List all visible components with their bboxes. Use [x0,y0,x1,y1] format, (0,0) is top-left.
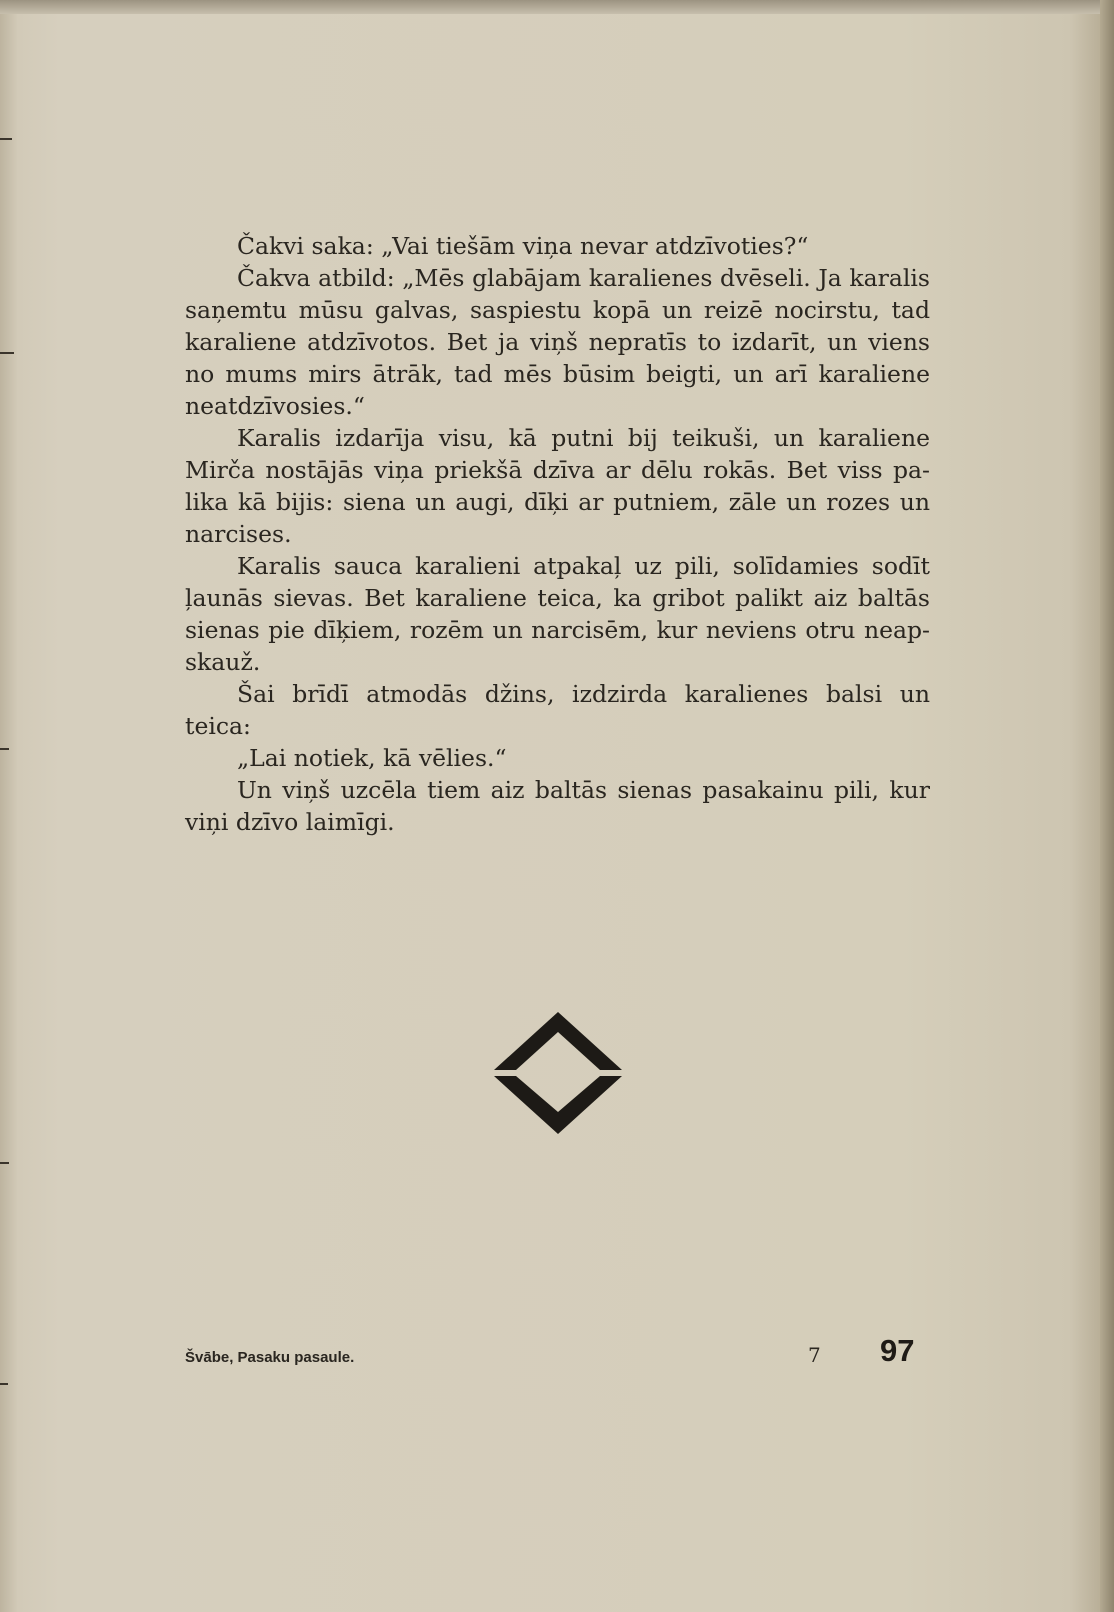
diamond-ornament-icon [494,1012,622,1134]
paragraph: Karalis izdarīja visu, kā putni bij teikuši, un karaliene Mirča nostājās viņa priekšā dzīva ar dēlu rokās. Bet viss palika kā bijis: siena un augi, dīķi ar putniem, zāle un rozes un narcises. [185,424,930,548]
paragraph: „Lai notiek, kā vēlies.“ [237,744,507,772]
margin-mark [0,138,12,140]
paragraph: Čakva atbild: „Mēs glabājam karalienes dvēseli. Ja karalis saņemtu mūsu galvas, saspiestu kopā un reizē nocirstu, tad karaliene atdzīvotos. Bet ja viņš nepratīs to izdarīt, un viens no mums mirs ātrāk, tad mēs būsim beigti, un arī karaliene neatdzīvosies.“ [185,264,930,420]
paragraph: Karalis sauca karalieni atpakaļ uz pili, solīdamies sodīt ļaunās sievas. Bet karaliene teica, ka gribot palikt aiz baltās sienas pie dīķiem, rozēm un narcisēm, kur neviens otru neapskauž. [185,552,930,676]
paragraph: Un viņš uzcēla tiem aiz baltās sienas pasakainu pili, kur viņi dzīvo laimīgi. [185,776,930,836]
sheet-number: 7 [808,1343,821,1367]
margin-mark [0,352,14,354]
paragraph: Čakvi saka: „Vai tiešām viņa nevar atdzīvoties?“ [237,232,809,260]
page-edge [1100,0,1114,1612]
page-number: 97 [880,1333,915,1368]
printer-signature: Švābe, Pasaku pasaule. [185,1349,355,1366]
ornament-top-left [494,1012,558,1070]
ornament-bottom-right [558,1076,622,1134]
story-text [185,230,930,838]
ornament-top-right [558,1012,622,1070]
margin-mark [0,1162,9,1164]
margin-mark [0,748,9,750]
paragraph: Šai brīdī atmodās džins, izdzirda karalienes balsi un teica: [185,680,930,740]
ornament-bottom-left [494,1076,558,1134]
margin-mark [0,1383,8,1385]
